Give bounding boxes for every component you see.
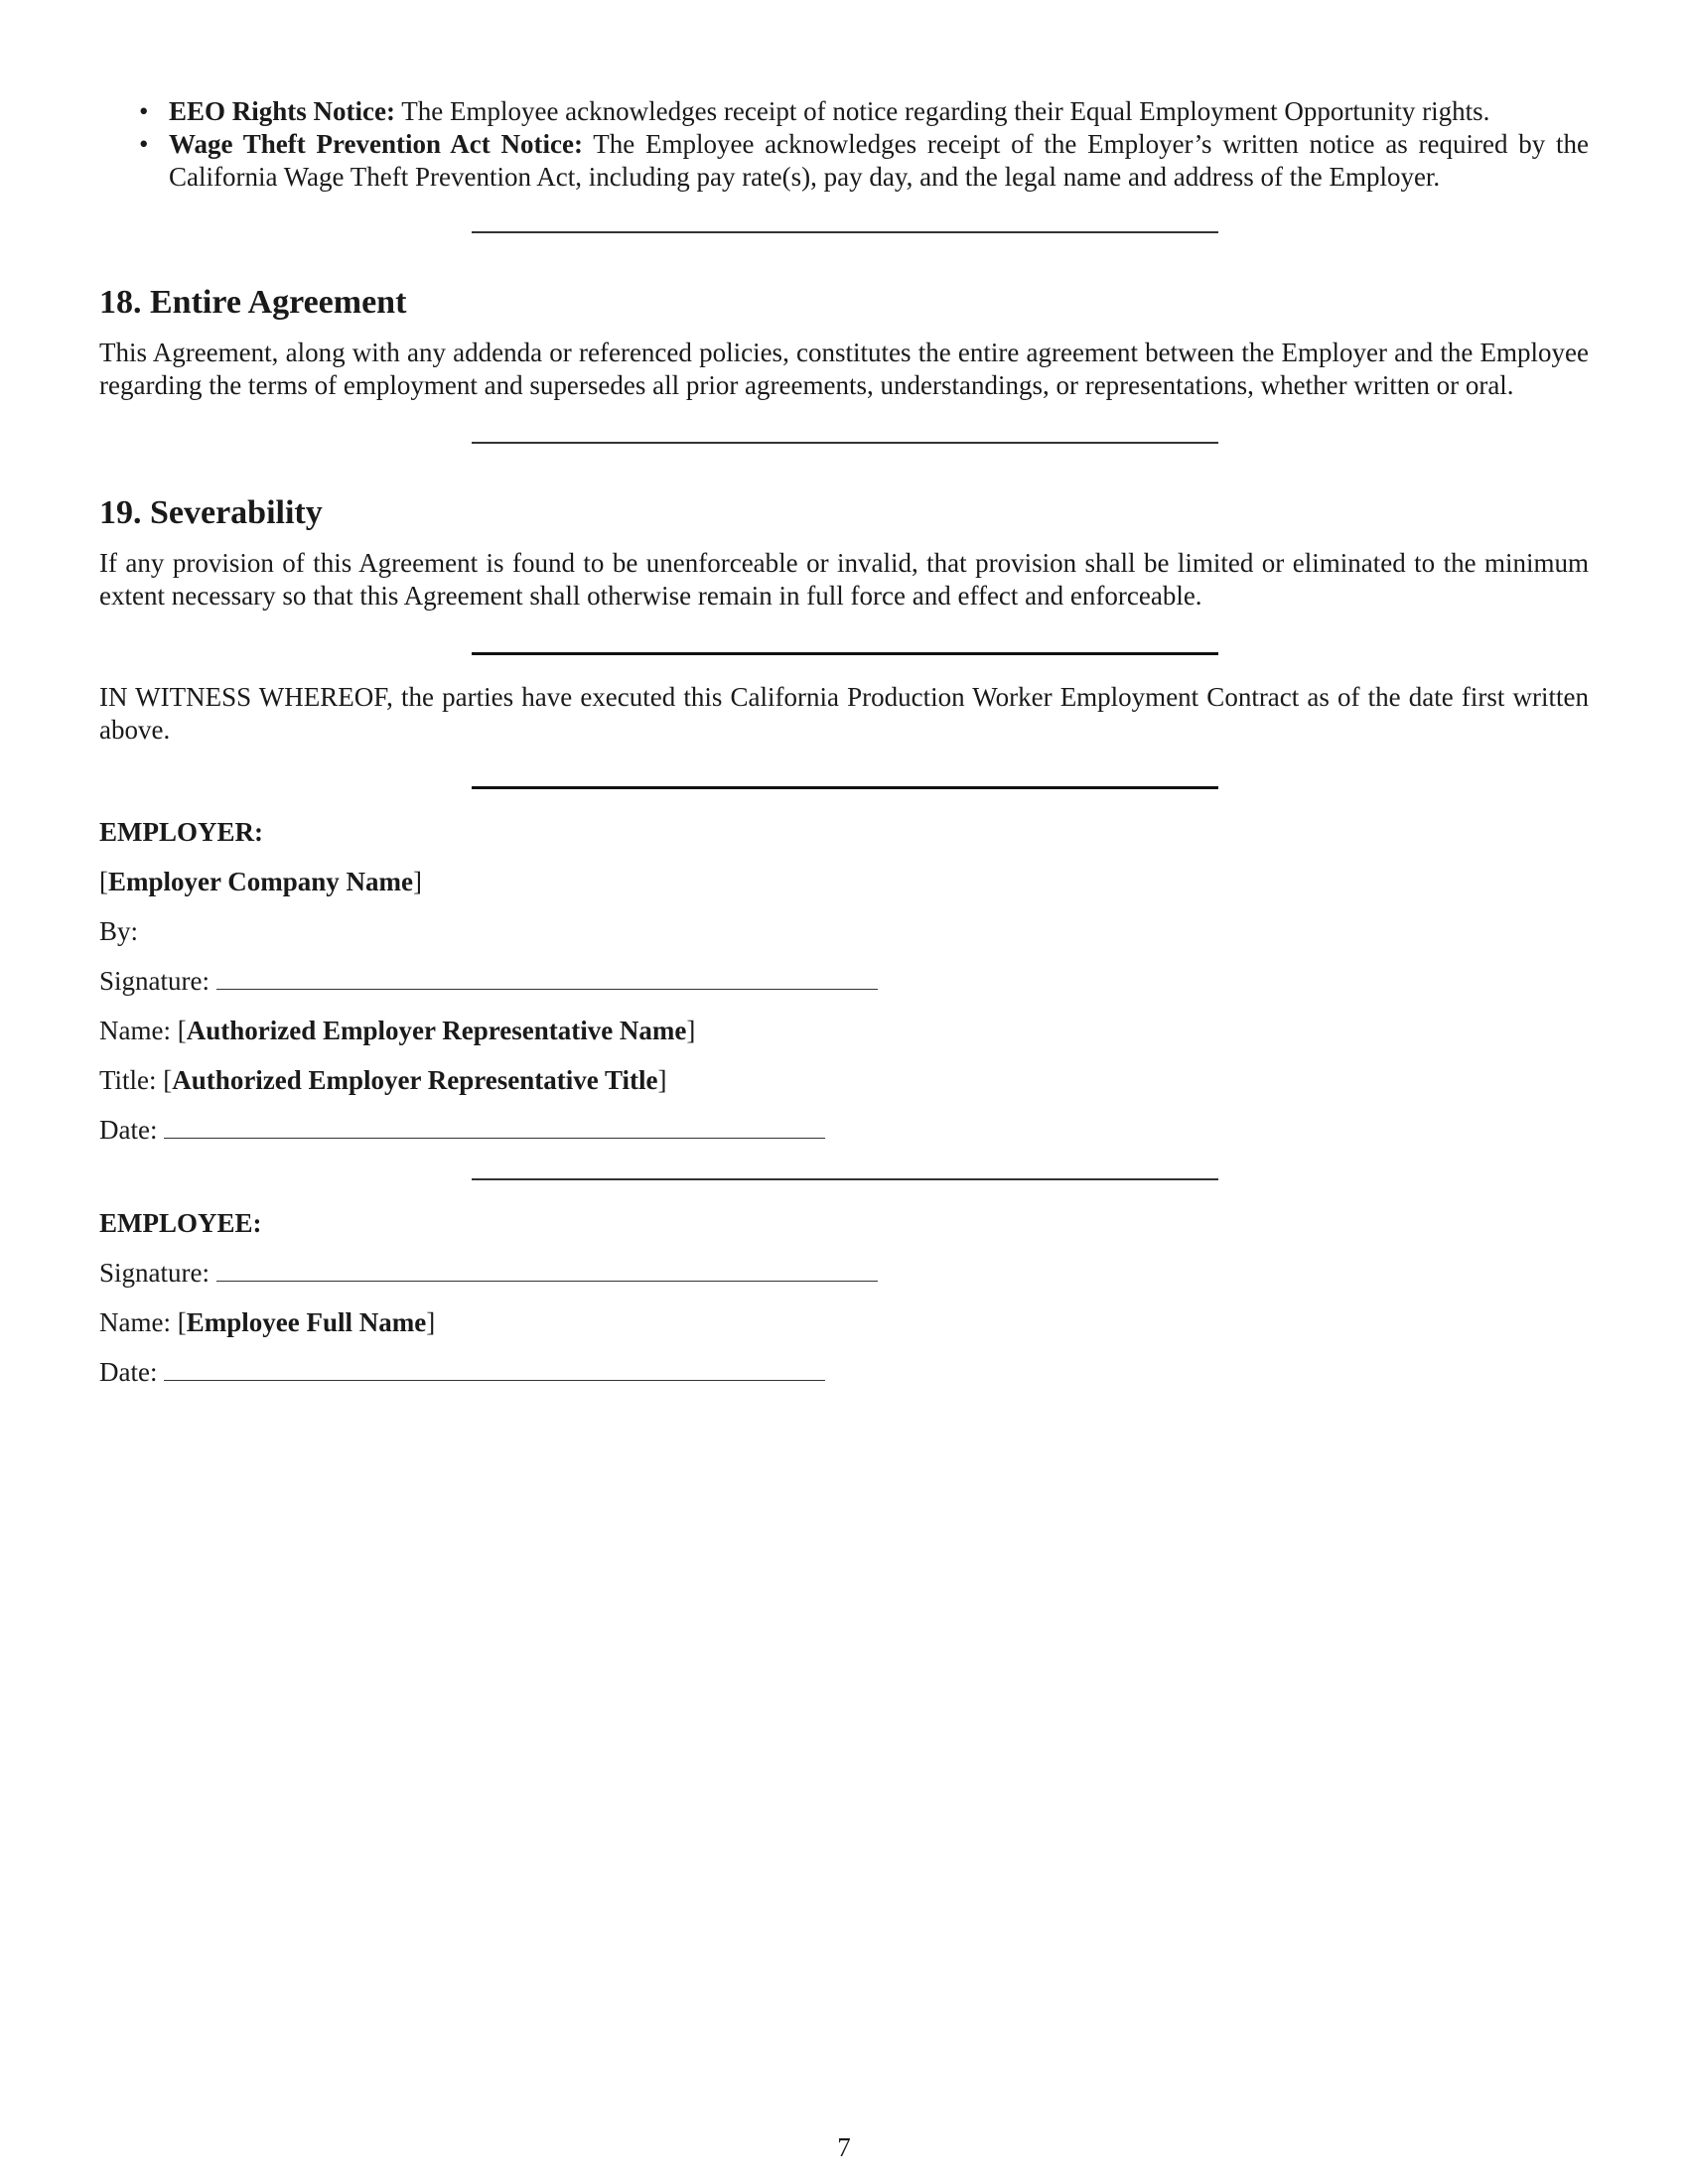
- employer-by-label: By:: [99, 916, 139, 946]
- section-heading-severability: 19. Severability: [99, 494, 323, 531]
- bullet-icon: •: [139, 96, 149, 126]
- document-page: [99, 95, 1589, 1397]
- notice-item-wage-theft: [99, 128, 1589, 194]
- date-label: Date:: [99, 1357, 158, 1387]
- section-divider: [472, 786, 1218, 789]
- section-divider: [472, 652, 1218, 655]
- severability-text: If any provision of this Agreement is found to be unenforceable or invalid, that provision shall be limited or eliminated to the minimum extent necessary so that this Agreement shall otherwise remain in full force and effect and enforceable.: [99, 548, 1589, 611]
- title-label: Title:: [99, 1065, 157, 1095]
- employee-date-line[interactable]: [164, 1356, 825, 1381]
- page-number: 7: [837, 2132, 851, 2162]
- date-label: Date:: [99, 1115, 158, 1145]
- employer-signature-row: [99, 956, 1589, 1006]
- notice-text: The Employee acknowledges receipt of notice regarding their Equal Employment Opportunity rights.: [394, 96, 1490, 126]
- employee-date-row: [99, 1347, 1589, 1397]
- employer-representative-name: Authorized Employer Representative Name: [186, 1016, 687, 1045]
- section-divider: [472, 231, 1218, 233]
- employee-heading: EMPLOYEE:: [99, 1208, 262, 1238]
- notice-list: [99, 95, 1589, 194]
- employer-name-row: Name: [Authorized Employer Representative Name]: [99, 1016, 696, 1045]
- employer-representative-title: Authorized Employer Representative Title: [172, 1065, 658, 1095]
- name-label: Name:: [99, 1016, 171, 1045]
- employer-heading: EMPLOYER:: [99, 817, 263, 847]
- notice-text: The Employee acknowledges receipt of the Employer’s written notice as required by the California Wage Theft Prevention Act, including pay rate(s), pay day, and the legal name and address of the Employer.: [169, 129, 1589, 192]
- employer-signature-line[interactable]: [216, 965, 878, 990]
- employee-full-name: Employee Full Name: [186, 1307, 427, 1337]
- section-heading-entire-agreement: 18. Entire Agreement: [99, 284, 407, 321]
- section-divider: [472, 442, 1218, 444]
- bullet-icon: •: [139, 129, 149, 159]
- employer-company: [Employer Company Name]: [99, 867, 422, 896]
- employer-date-row: [99, 1105, 1589, 1155]
- notice-label: Wage Theft Prevention Act Notice:: [169, 129, 583, 159]
- signature-label: Signature:: [99, 1258, 210, 1288]
- signature-label: Signature:: [99, 966, 210, 996]
- employee-signature-line[interactable]: [216, 1257, 878, 1282]
- name-label: Name:: [99, 1307, 171, 1337]
- employee-signature-row: [99, 1248, 1589, 1297]
- notice-label: EEO Rights Notice:: [169, 96, 395, 126]
- employer-date-line[interactable]: [164, 1114, 825, 1139]
- entire-agreement-text: This Agreement, along with any addenda or referenced policies, constitutes the entire agreement between the Employer and the Employee regarding the terms of employment and supersedes all prior agreements, understandings, or representations, whether written or oral.: [99, 338, 1589, 400]
- witness-statement: IN WITNESS WHEREOF, the parties have executed this California Production Worker Employment Contract as of the date first written above.: [99, 682, 1589, 745]
- section-divider: [472, 1178, 1218, 1180]
- employee-name-row: Name: [Employee Full Name]: [99, 1307, 436, 1337]
- employee-signature-block: [99, 1198, 1589, 1397]
- notice-item-eeo: [99, 95, 1589, 128]
- employer-title-row: Title: [Authorized Employer Representative Title]: [99, 1065, 667, 1095]
- employer-company-name: Employer Company Name: [108, 867, 413, 896]
- employer-signature-block: [99, 807, 1589, 1155]
